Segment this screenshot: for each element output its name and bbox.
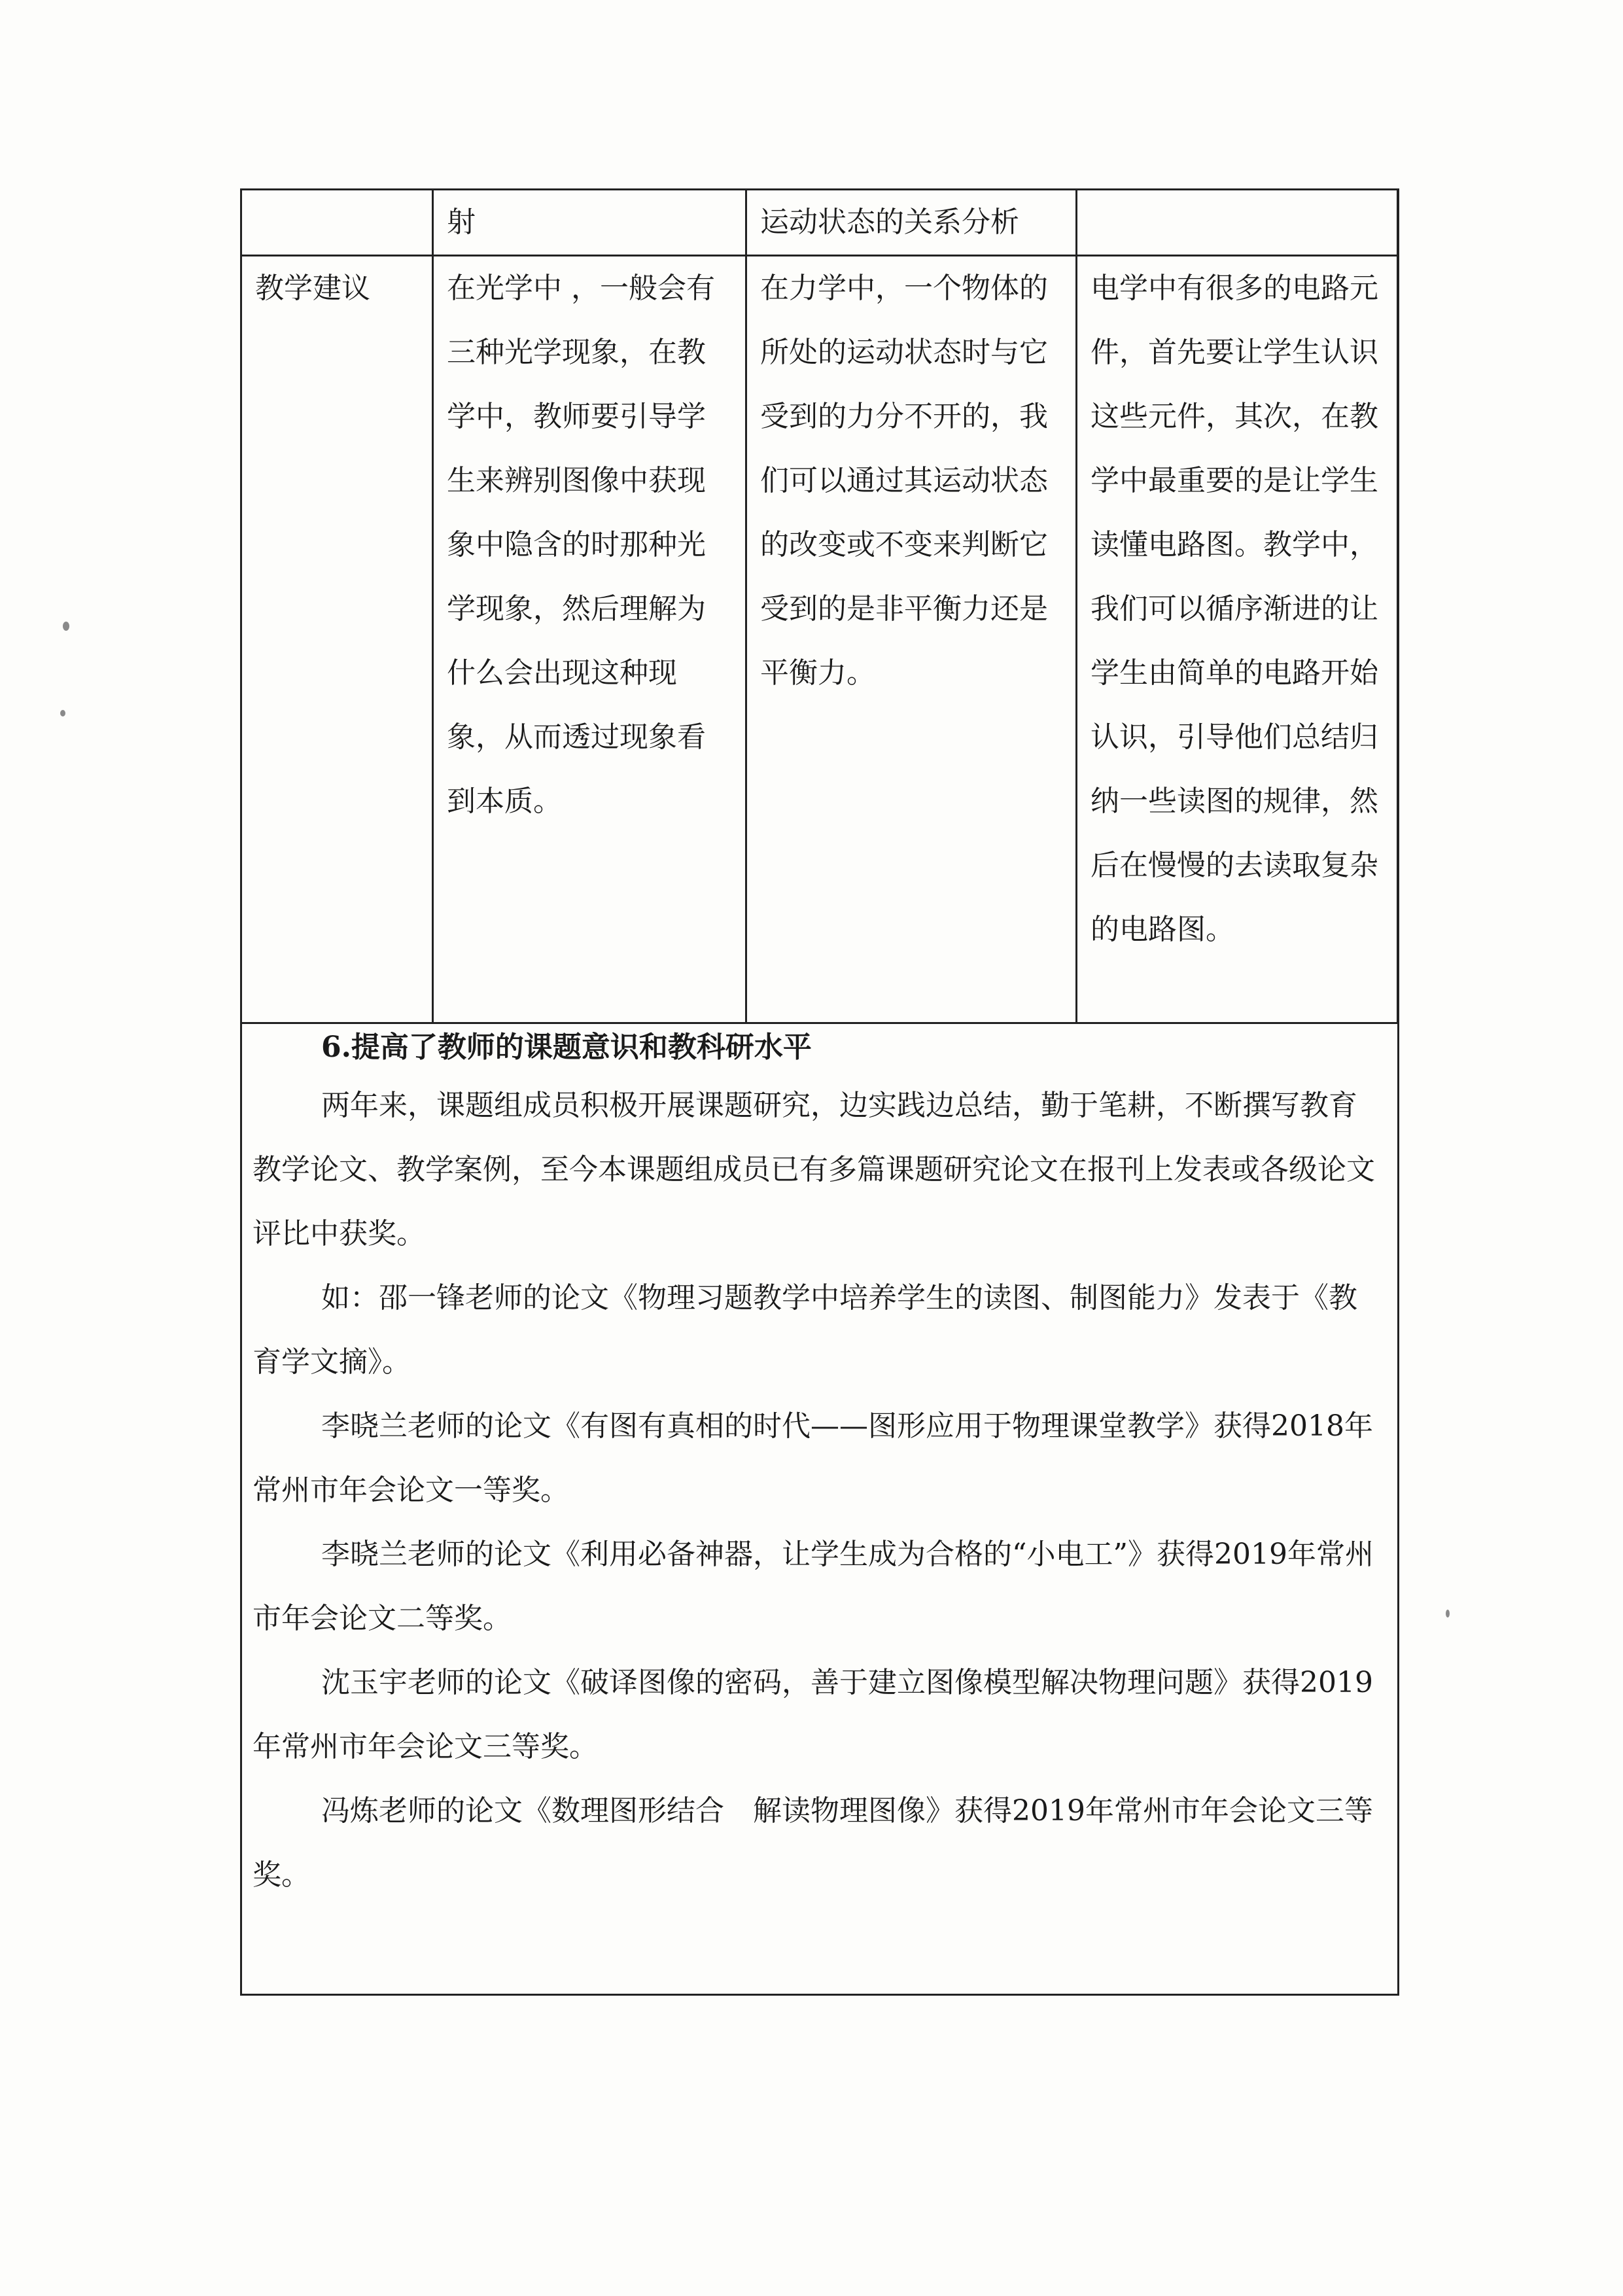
paragraph: 冯炼老师的论文《数理图形结合 解读物理图像》获得2019年常州市年会论文三等奖。 xyxy=(253,1794,1373,1892)
optics-suggestion-cell: 在光学中 ，一般会有三种光学现象，在教学中，教师要引导学生来辨别图像中获现象中隐含的时那种光学现象，然后理解为什么会出现这种现象，从而透过现象看到本质。 xyxy=(433,256,746,1023)
scan-speck xyxy=(63,622,69,631)
table-cell: 射 xyxy=(433,190,746,256)
paragraph: 李晓兰老师的论文《利用必备神器，让学生成为合格的“小电工”》获得2019年常州市年会论文二等奖。 xyxy=(253,1538,1374,1635)
table-cell xyxy=(1077,190,1398,256)
table-row xyxy=(241,256,1398,1023)
document-frame xyxy=(240,188,1399,1996)
table-row xyxy=(241,190,1398,256)
paragraph: 如：邵一锋老师的论文《物理习题教学中培养学生的读图、制图能力》发表于《教育学文摘》。 xyxy=(253,1281,1357,1379)
table-cell xyxy=(241,190,433,256)
teaching-suggestion-table xyxy=(240,188,1399,1024)
mechanics-suggestion-cell: 在力学中，一个物体的所处的运动状态时与它受到的力分不开的，我们可以通过其运动状态的改变或不变来判断它受到的是非平衡力还是平衡力。 xyxy=(746,256,1077,1023)
row-label: 教学建议 xyxy=(241,256,433,1023)
paragraph: 沈玉宇老师的论文《破译图像的密码，善于建立图像模型解决物理问题》获得2019年常州市年会论文三等奖。 xyxy=(253,1666,1373,1763)
scan-speck xyxy=(1446,1610,1450,1617)
paragraph: 两年来，课题组成员积极开展课题研究，边实践边总结，勤于笔耕，不断撰写教育教学论文、教学案例，至今本课题组成员已有多篇课题研究论文在报刊上发表或各级论文评比中获奖。 xyxy=(253,1089,1375,1250)
table-cell: 运动状态的关系分析 xyxy=(746,190,1077,256)
section-heading: 6.提高了教师的课题意识和教科研水平 xyxy=(321,1031,812,1064)
achievement-section xyxy=(242,1021,1397,1907)
electricity-suggestion-cell: 电学中有很多的电路元件，首先要让学生认识这些元件，其次，在教学中最重要的是让学生读懂电路图。教学中，我们可以循序渐进的让学生由简单的电路开始认识，引导他们总结归纳一些读图的规律，然后在慢慢的去读取复杂的电路图。 xyxy=(1077,256,1398,1023)
paragraph: 李晓兰老师的论文《有图有真相的时代——图形应用于物理课堂教学》获得2018年常州市年会论文一等奖。 xyxy=(253,1409,1373,1507)
scan-speck xyxy=(60,710,65,716)
